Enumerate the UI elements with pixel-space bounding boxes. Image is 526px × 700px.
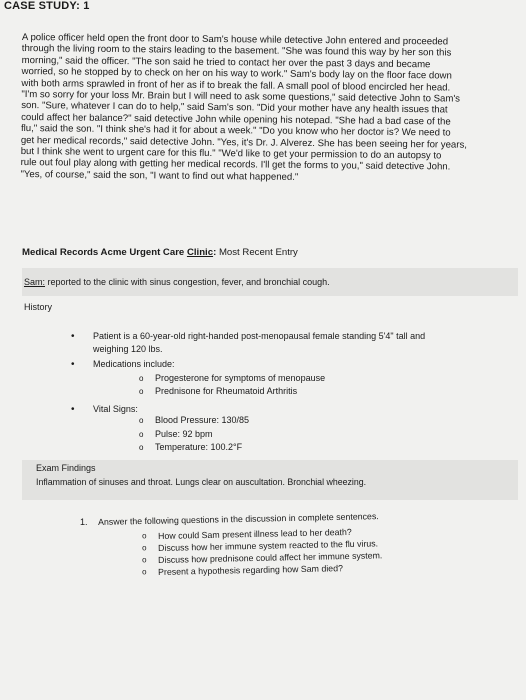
exam-findings-label: Exam Findings [36, 463, 96, 473]
vital-item: o Blood Pressure: 130/85 [155, 415, 249, 426]
medical-records-heading [22, 247, 298, 258]
story-line: A police officer held open the front door to Sam's house while detective John entered and proceeded [21, 32, 449, 48]
story-line: "Yes, of course," said the son, "I want to find out what happened." [20, 168, 299, 183]
vital-item: o Pulse: 92 bpm [155, 429, 213, 440]
patient-line-2: weighing 120 lbs. [93, 344, 163, 354]
exam-findings-text: Inflammation of sinuses and throat. Lungs clear on auscultation. Bronchial wheezing. [36, 477, 367, 487]
question-item: o Discuss how prednisone could affect her immune system. [158, 550, 382, 565]
sam-entry [24, 277, 330, 287]
story-line: flu," said the son. "I think she's had it for about a week." "Do you know who her doctor is? We need to [20, 123, 451, 139]
vital-signs-label: • Vital Signs: [93, 404, 138, 415]
heading-clinic-text: Clinic [186, 247, 214, 258]
history-label: History [24, 302, 53, 312]
story-line: get her medical records," said detective John. "Yes, it's Dr. J. Alverez. She has been seeing her for years, [20, 134, 468, 151]
story-line: son. "Sure, whatever I can do to help," said Sam's son. "Did your mother have any health issues that [21, 100, 448, 116]
sam-text: reported to the clinic with sinus congestion, fever, and bronchial cough. [45, 277, 330, 287]
story-line: with both arms sprawled in front of her as if to break the fall. A small pool of blood encircled her head. [21, 77, 451, 94]
story-line: "I'm so sorry for your loss Mr. Brain but I will need to ask some questions," said detective John to Sam's [21, 89, 461, 105]
story-line: but I think she went to urgent care for this flu." "We'd like to get your permission to do an autopsy to [20, 146, 442, 162]
story-line: could affect her balance?" said detective John while opening his notepad. "She had a bad case of the [21, 111, 451, 128]
vital-item: o Temperature: 100.2°F [155, 442, 242, 453]
medication-item: o Progesterone for symptoms of menopause [155, 373, 325, 384]
medication-item: o Prednisone for Rheumatoid Arthritis [155, 386, 297, 397]
question-item: o How could Sam present illness lead to her death? [158, 527, 352, 541]
heading-colon: : [213, 247, 219, 258]
question-item: o Present a hypothesis regarding how Sam died? [158, 563, 343, 577]
story-line: morning," said the officer. "The son said he tried to contact her over the past 3 days and became [21, 54, 431, 71]
medications-label: • Medications include: [93, 359, 175, 370]
story-line: through the living room to the stairs leading to the basement. "She was found this way by her son this [21, 43, 452, 59]
sam-label: Sam: [24, 277, 46, 287]
heading-rest-text: Most Recent Entry [218, 247, 298, 258]
heading-bold-text: Medical Records Acme Urgent Care [22, 247, 187, 258]
story-line: rule out foul play along with getting her medical records. I'll get the forms to you," said detective John. [20, 157, 451, 173]
story-line: worried, so he stopped by to check on her on his way to work." Sam's body lay on the floor face down [21, 66, 452, 82]
case-study-title: CASE STUDY: 1 [4, 0, 90, 12]
patient-line-1: • Patient is a 60-year-old right-handed post-menopausal female standing 5'4" tall and [93, 331, 425, 342]
question-number: 1. [80, 517, 88, 527]
question-lead: Answer the following questions in the discussion in complete sentences. [98, 511, 379, 527]
question-item: o Discuss how her immune system reacted to the flu virus. [158, 538, 378, 553]
story-paragraph [20, 32, 516, 185]
